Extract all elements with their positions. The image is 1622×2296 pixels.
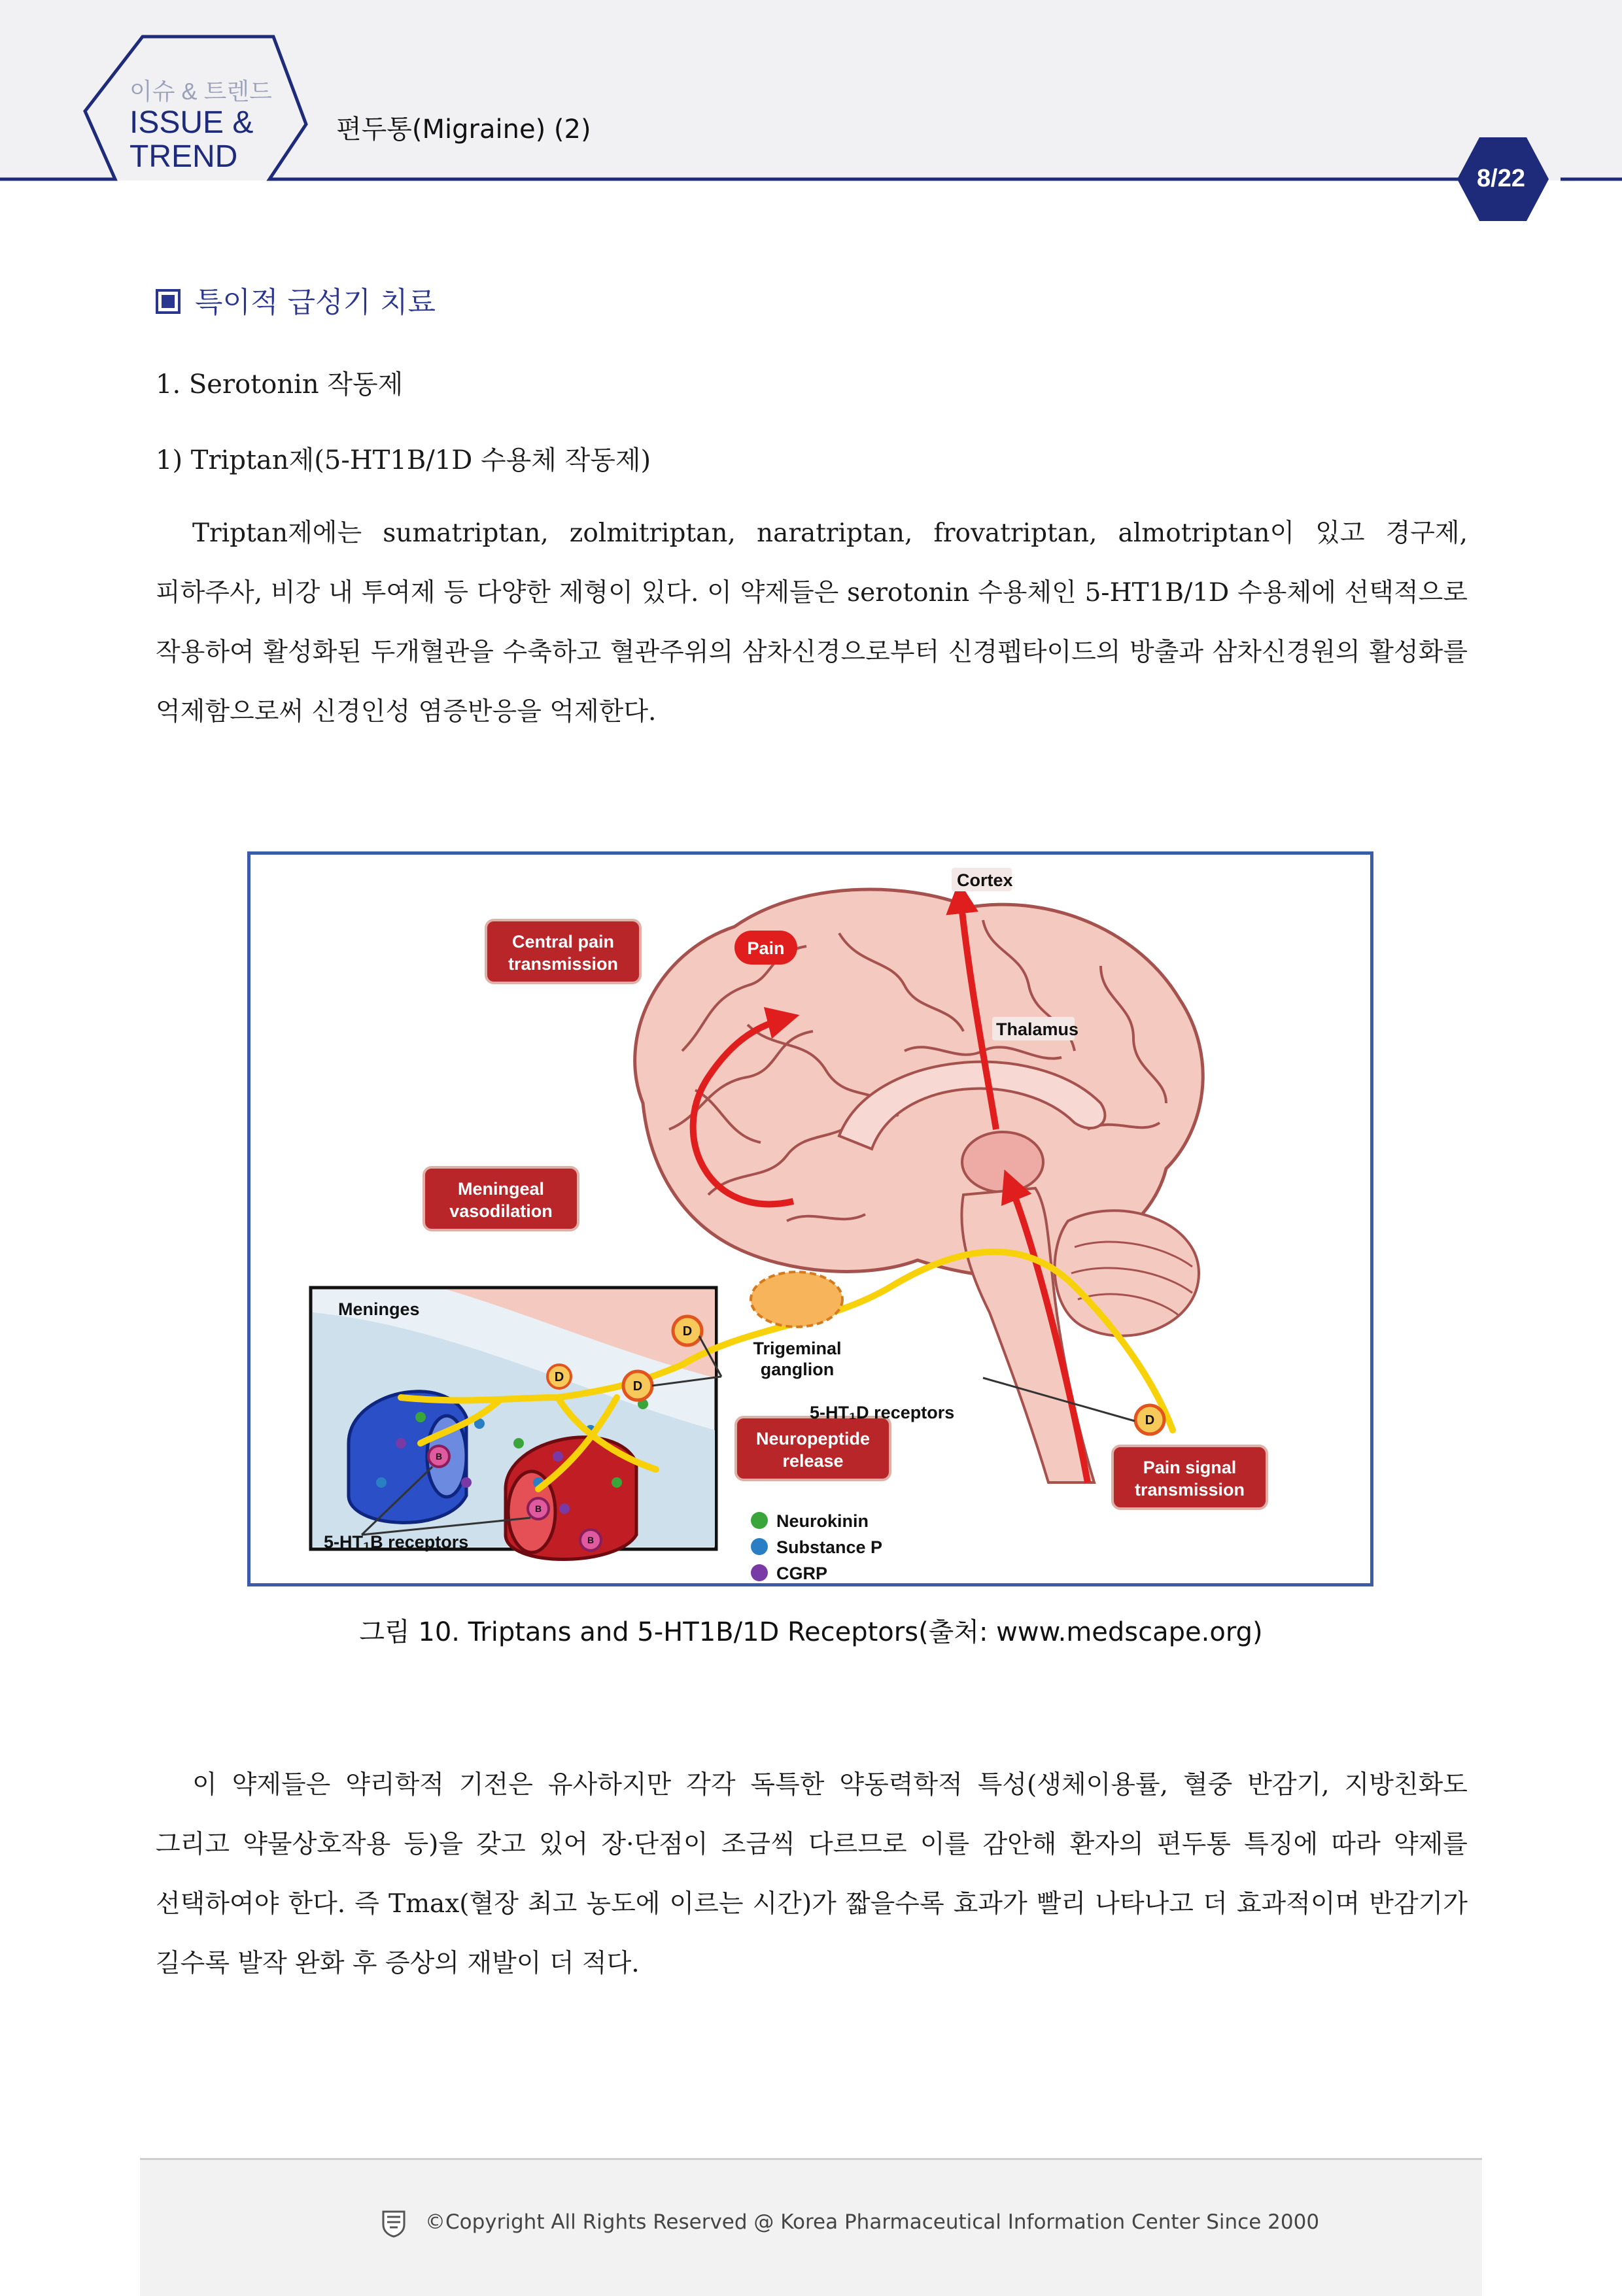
receptor-b-1: B <box>435 1451 443 1462</box>
section-title <box>156 279 436 320</box>
label-meningeal-1: Meningeal <box>457 1179 545 1199</box>
label-meninges: Meninges <box>338 1299 420 1319</box>
label-pain-signal-2: transmission <box>1134 1480 1245 1499</box>
label-central-pain-2: transmission <box>508 954 619 974</box>
label-central-pain-1: Central pain <box>511 932 615 951</box>
tag-issue: ISSUE & <box>129 105 254 140</box>
paragraph-2: 이 약제들은 약리학적 기전은 유사하지만 각각 독특한 약동력학적 특성(생체이용률, 혈중 반감기, 지방친화도 그리고 약물상호작용 등)을 갖고 있어 장·단점이 조금씩 다르므로 이를 감안해 환자의 편두통 특징에 따라 약제를 선택하여야 한다. 즉 Tmax(혈장 최고 농도에 이르는 시간)가 짧을수록 효과가 빨리 나타나고 더 효과적이며 반감기가 길수록 발작 완화 후 증상의 재발이 더 적다. <box>156 1770 1468 1978</box>
label-pain: Pain <box>747 938 785 958</box>
legend <box>751 1512 768 1581</box>
trigeminal-ganglion <box>751 1272 842 1327</box>
heading-triptan: 1) Triptan제(5-HT1B/1D 수용체 작동제) <box>156 445 651 475</box>
receptor-d-4: D <box>1145 1413 1155 1428</box>
heading-serotonin: 1. Serotonin 작동제 <box>156 369 404 400</box>
receptor-b-3: B <box>587 1535 595 1545</box>
legend-dot-neurokinin <box>751 1512 768 1529</box>
paragraph-1: Triptan제에는 sumatriptan, zolmitriptan, naratriptan, frovatriptan, almotriptan이 있고 경구제, 피하주사, 비강 내 투여제 등 다양한 제형이 있다. 이 약제들은 serotonin 수용체인 5-HT1B/1D 수용체에 선택적으로 작용하여 활성화된 두개혈관을 수축하고 혈관주위의 삼차신경으로부터 신경펩타이드의 방출과 삼차신경원의 활성화를 억제함으로써 신경인성 염증반응을 억제한다. <box>156 519 1468 727</box>
figure-caption: 그림 10. Triptans and 5-HT1B/1D Receptors(출처: www.medscape.org) <box>359 1617 1263 1647</box>
footer-copyright: ©Copyright All Rights Reserved @ Korea Pharmaceutical Information Center Since 2000 <box>425 2210 1320 2234</box>
label-neuropeptide-1: Neuropeptide <box>755 1429 871 1448</box>
receptor-d-3: D <box>554 1370 564 1384</box>
figure-frame <box>247 851 1373 1586</box>
tag-trend: TREND <box>129 139 238 174</box>
legend-cgrp: CGRP <box>776 1564 828 1583</box>
legend-neurokinin: Neurokinin <box>776 1511 869 1531</box>
label-thalamus: Thalamus <box>996 1019 1079 1039</box>
label-trigeminal-2: ganglion <box>760 1360 835 1379</box>
section-title-text: 특이적 급성기 치료 <box>195 286 436 319</box>
label-cortex: Cortex <box>957 870 1013 890</box>
legend-substance-p: Substance P <box>776 1537 883 1557</box>
brain-illustration <box>250 855 1370 1583</box>
document-title: 편두통(Migraine) (2) <box>336 114 591 145</box>
label-5ht1d: 5-HT₁D receptors <box>810 1403 955 1422</box>
thalamus <box>962 1132 1043 1192</box>
receptor-b-2: B <box>534 1503 542 1514</box>
legend-dot-substance-p <box>751 1538 768 1555</box>
square-bullet-icon <box>156 289 181 314</box>
label-trigeminal-1: Trigeminal <box>753 1339 842 1358</box>
kpic-logo-icon <box>381 2209 407 2238</box>
page-number: 8/22 <box>1477 165 1525 192</box>
cerebellum <box>1055 1210 1199 1335</box>
label-pain-signal-1: Pain signal <box>1143 1458 1237 1477</box>
receptor-d-2: D <box>632 1379 643 1394</box>
label-neuropeptide-2: release <box>782 1451 844 1471</box>
tag-korean: 이슈 & 트렌드 <box>129 78 272 105</box>
label-5ht1b: 5-HT₁B receptors <box>324 1532 469 1552</box>
legend-dot-cgrp <box>751 1564 768 1581</box>
label-meningeal-2: vasodilation <box>449 1201 553 1221</box>
receptor-d-1: D <box>682 1324 693 1339</box>
